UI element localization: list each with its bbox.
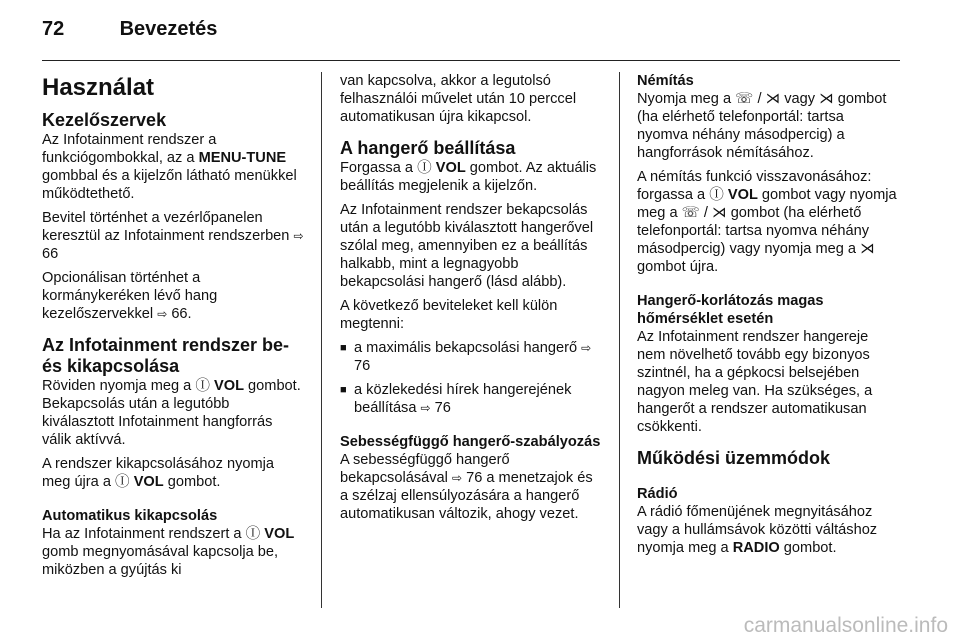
subsection-title: Kezelőszervek (42, 110, 167, 130)
watermark: carmanualsonline.info (743, 614, 948, 637)
paragraph: van kapcsolva, akkor a legutolsó felhasználói művelet után 10 perccel automatikusan újra kikapcsol. (340, 73, 577, 125)
paragraph: Nyomja meg a ☏ / ⋊ vagy ⋊ gombot (ha elérhető telefonportál: tartsa nyomva néhány másodpercig) a hangforrások némításához. (637, 91, 887, 161)
column-divider-1 (321, 72, 322, 608)
subheading: Rádió (637, 486, 678, 502)
section-title: Használat (42, 74, 155, 101)
power-icon: Ⓘ (115, 474, 130, 490)
header-rule (42, 60, 900, 61)
phone-icon: ☏ (681, 205, 700, 221)
paragraph: Röviden nyomja meg a Ⓘ VOL gombot. Bekapcsolás után a legutóbb kiválasztott Infotainment hangforrás válik aktívvá. (42, 378, 301, 448)
column-3 (637, 72, 899, 563)
subheading: Automatikus kikapcsolás (42, 508, 218, 524)
column-1 (42, 72, 304, 585)
reference-arrow-icon: ⇨ (293, 229, 304, 243)
reference-arrow-icon: ⇨ (451, 471, 463, 485)
paragraph: Ha az Infotainment rendszert a Ⓘ VOL gomb megnyomásával kapcsolja be, miközben a gyújtás ki (42, 526, 295, 578)
reference-arrow-icon: ⇨ (420, 401, 431, 415)
list-item: ■ a maximális bekapcsolási hangerő ⇨ 76 (340, 339, 602, 375)
power-icon: Ⓘ (709, 187, 724, 203)
skip-icon: ⋊ (765, 91, 781, 107)
power-icon: Ⓘ (245, 526, 261, 542)
subheading: Sebességfüggő hangerő-szabályozás (340, 434, 601, 450)
paragraph: Az Infotainment rendszer bekapcsolás után a legutóbb kiválasztott hangerővel szólal meg, amennyiben ez a beállítás halkabb, mint a legnagyobb bekapcsolási hangerő (lásd alább). (340, 202, 594, 290)
skip-icon: ⋊ (712, 205, 727, 221)
paragraph: A rádió főmenüjének megnyitásához vagy a hullámsávok közötti váltáshoz nyomja meg a RADIO gombot. (637, 504, 878, 556)
skip-icon: ⋊ (860, 241, 875, 257)
paragraph: Opcionálisan történhet a kormánykeréken lévő hang kezelőszervekkel ⇨ 66. (42, 270, 218, 322)
reference-arrow-icon: ⇨ (157, 307, 168, 321)
paragraph: Forgassa a Ⓘ VOL gombot. Az aktuális beállítás megjelenik a kijelzőn. (340, 160, 597, 194)
phone-icon: ☏ (735, 91, 754, 107)
subheading: Hangerő-korlátozás magas hőmérséklet esetén (637, 293, 824, 327)
chapter-title: Bevezetés (119, 18, 218, 40)
page-number: 72 (42, 18, 65, 40)
column-2 (340, 72, 602, 529)
column-divider-2 (619, 72, 620, 608)
subheading: Némítás (637, 73, 694, 89)
paragraph: A sebességfüggő hangerő bekapcsolásával ⇨ 76 a menetzajok és a szélzaj ellensúlyozására a hangerő automatikusan változik, ahogy vezet. (340, 452, 593, 522)
subsection-title: Az Infotainment rendszer be- és kikapcsolása (42, 335, 290, 376)
paragraph: Bevitel történhet a vezérlőpanelen keresztül az Infotainment rendszerben ⇨ 66 (42, 210, 304, 262)
subsection-title: Működési üzemmódok (637, 448, 831, 468)
paragraph: A rendszer kikapcsolásához nyomja meg újra a Ⓘ VOL gombot. (42, 456, 274, 490)
paragraph: Az Infotainment rendszer hangereje nem növelhető tovább egy bizonyos szintnél, ha a gépkocsi belsejében nagyon meleg van. Ha szükséges, a hangerőt a rendszer automatikusan csökkenti. (637, 329, 873, 435)
subsection-title: A hangerő beállítása (340, 138, 516, 158)
paragraph: A némítás funkció visszavonásához: forgassa a Ⓘ VOL gombot vagy nyomja meg a ☏ / ⋊ gombot (ha elérhető telefonportál: tartsa nyomva néhány másodpercig) vagy nyomja meg a ⋊ gombot újra. (637, 169, 897, 275)
reference-arrow-icon: ⇨ (581, 341, 592, 355)
power-icon: Ⓘ (417, 160, 432, 176)
paragraph: Az Infotainment rendszer a funkciógombokkal, az a MENU-TUNE gombbal és a kijelzőn látható menükkel működtethető. (42, 132, 297, 202)
page-header (42, 18, 217, 41)
skip-icon: ⋊ (819, 91, 834, 107)
list-item: ■ a közlekedési hírek hangerejének beállítása ⇨ 76 (340, 381, 602, 417)
paragraph: A következő beviteleket kell külön megtenni: (340, 298, 558, 332)
bullet-list (340, 339, 602, 417)
power-icon: Ⓘ (195, 378, 210, 394)
